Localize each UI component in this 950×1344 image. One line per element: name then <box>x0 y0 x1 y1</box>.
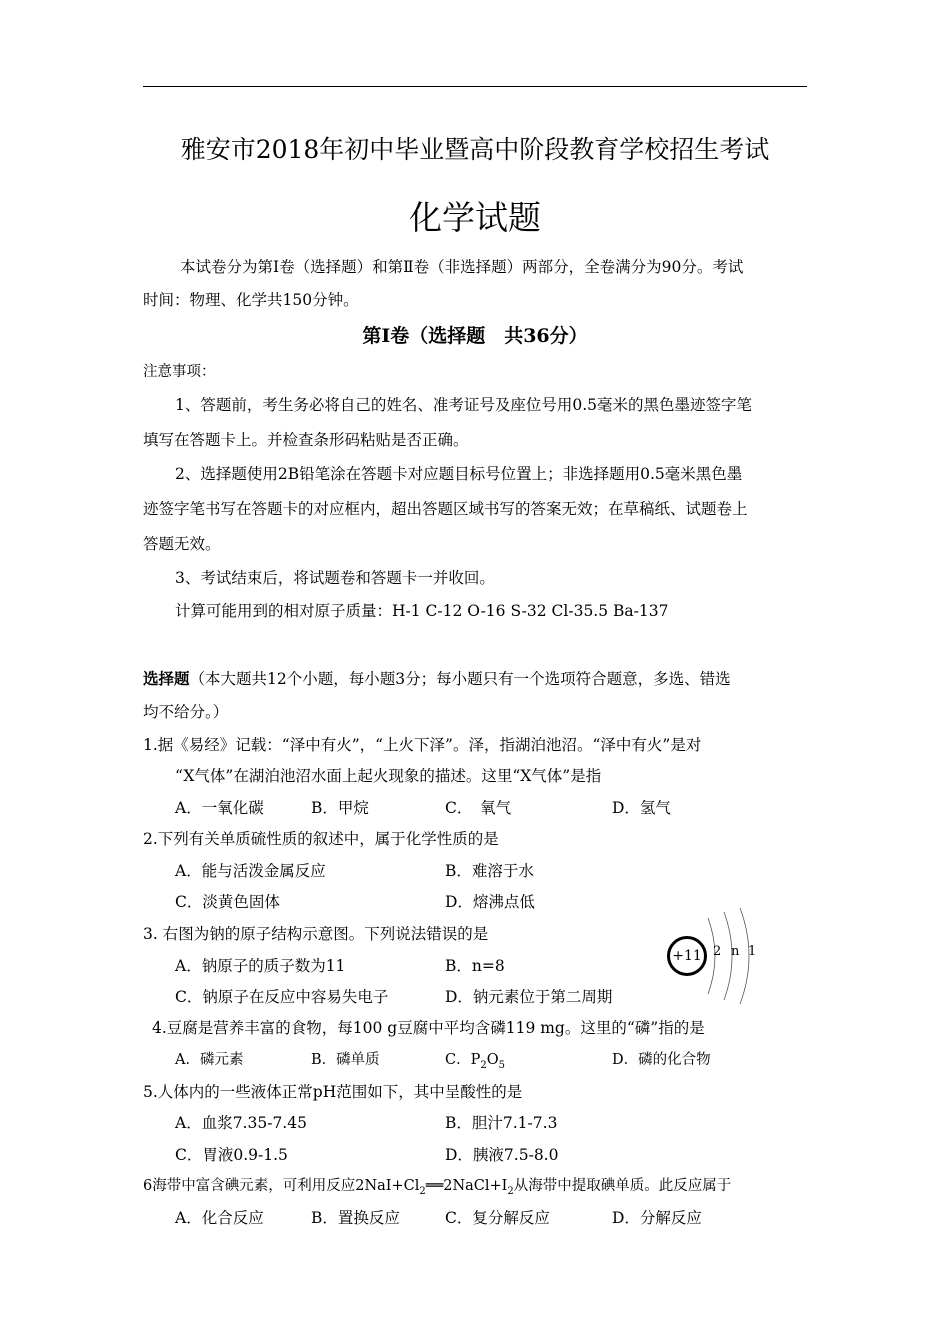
top-rule <box>143 86 807 87</box>
q6-option-d: D．分解反应 <box>612 1209 702 1227</box>
q2-option-b: B．难溶于水 <box>445 862 534 880</box>
q6-stem-prefix: 6海带中富含碘元素，可利用反应2NaI+Cl <box>143 1178 420 1194</box>
intro-line-2: 时间：物理、化学共150分钟。 <box>143 291 359 309</box>
note-2-line-3: 答题无效。 <box>143 535 221 553</box>
nucleus-charge: +11 <box>672 948 702 964</box>
q4-option-c <box>445 1048 505 1071</box>
q4-option-d: D．磷的化合物 <box>612 1052 711 1068</box>
q3-option-c: C．钠原子在反应中容易失电子 <box>175 988 389 1006</box>
q1-option-b: B．甲烷 <box>311 799 369 817</box>
q6-stem-suffix: 从海带中提取碘单质。此反应属于 <box>513 1178 732 1194</box>
note-2-line-2: 迹签字笔书写在答题卡的对应框内，超出答题区域书写的答案无效；在草稿纸、试题卷上 <box>143 500 748 518</box>
q6-stem <box>143 1174 731 1197</box>
choice-desc-line-2: 均不给分。） <box>143 703 229 721</box>
q4-option-a: A．磷元素 <box>175 1052 244 1068</box>
q6-option-c: C．复分解反应 <box>445 1209 550 1227</box>
notes-heading: 注意事项： <box>143 364 216 380</box>
q5-option-a: A．血浆7.35-7.45 <box>175 1114 307 1132</box>
note-3: 3、考试结束后，将试题卷和答题卡一并收回。 <box>175 569 495 587</box>
q4-c-sub-1: 2 <box>480 1059 487 1071</box>
q1-stem-line-2: “X气体”在湖泊池沼水面上起火现象的描述。这里“X气体”是指 <box>175 767 602 785</box>
q2-stem: 2.下列有关单质硫性质的叙述中，属于化学性质的是 <box>143 830 499 848</box>
note-1-line-1: 1、答题前，考生务必将自己的姓名、准考证号及座位号用0.5毫米的黑色墨迹签字笔 <box>175 396 753 414</box>
q2-option-d: D．熔沸点低 <box>445 893 535 911</box>
q4-c-mid: O <box>486 1052 499 1068</box>
q4-c-sub-2: 5 <box>498 1059 505 1071</box>
subject-title: 化学试题 <box>409 198 541 237</box>
q1-stem-line-1: 1.据《易经》记载：“泽中有火”，“上火下泽”。泽，指湖泊池沼。“泽中有火”是对 <box>143 736 702 754</box>
q6-option-b: B．置换反应 <box>311 1209 400 1227</box>
q3-stem: 3. 右图为钠的原子结构示意图。下列说法错误的是 <box>143 925 489 943</box>
choice-label: 选择题 <box>143 669 190 688</box>
exam-title: 雅安市2018年初中毕业暨高中阶段教育学校招生考试 <box>180 135 770 164</box>
q3-option-a: A．钠原子的质子数为11 <box>175 957 346 975</box>
atomic-masses: 计算可能用到的相对原子质量：H-1 C-12 O-16 S-32 Cl-35.5 Ba-137 <box>175 602 669 620</box>
q1-option-a: A．一氧化碳 <box>175 799 264 817</box>
note-1-line-2: 填写在答题卡上。并检查条形码粘贴是否正确。 <box>143 431 469 449</box>
q5-option-b: B．胆汁7.1-7.3 <box>445 1114 558 1132</box>
choice-desc-line-1: （本大题共12个小题，每小题3分；每小题只有一个选项符合题意，多选、错选 <box>189 670 731 688</box>
q6-sub-1: 2 <box>419 1185 426 1197</box>
q4-option-b: B．磷单质 <box>311 1052 380 1068</box>
section-title: 第Ⅰ卷（选择题 共36分） <box>362 325 588 347</box>
q5-option-d: D．胰液7.5-8.0 <box>445 1146 559 1164</box>
q2-option-a: A．能与活泼金属反应 <box>175 862 326 880</box>
q6-sub-2: 2 <box>507 1185 514 1197</box>
q3-option-d: D．钠元素位于第二周期 <box>445 988 613 1006</box>
q6-stem-mid: ══2NaCl+I <box>425 1178 508 1194</box>
q2-option-c: C．淡黄色固体 <box>175 893 280 911</box>
q1-option-d: D．氢气 <box>612 799 671 817</box>
q1-option-c: C． 氧气 <box>445 799 512 817</box>
q4-c-prefix: C．P <box>445 1052 481 1068</box>
q6-option-a: A．化合反应 <box>175 1209 264 1227</box>
note-2-line-1: 2、选择题使用2B铅笔涂在答题卡对应题目标号位置上；非选择题用0.5毫米黑色墨 <box>175 465 743 483</box>
shell-2-count: n <box>731 944 740 959</box>
shell-1-count: 2 <box>713 944 722 959</box>
intro-line-1: 本试卷分为第Ⅰ卷（选择题）和第Ⅱ卷（非选择题）两部分，全卷满分为90分。考试 <box>180 258 744 276</box>
q5-option-c: C．胃液0.9-1.5 <box>175 1146 288 1164</box>
q4-stem: 4.豆腐是营养丰富的食物，每100 g豆腐中平均含磷119 mg。这里的“磷”指的是 <box>152 1019 705 1037</box>
q3-option-b: B．n=8 <box>445 957 505 975</box>
shell-3-count: 1 <box>748 944 757 959</box>
q5-stem: 5.人体内的一些液体正常pH范围如下，其中呈酸性的是 <box>143 1083 523 1101</box>
choice-section-header <box>143 667 731 689</box>
